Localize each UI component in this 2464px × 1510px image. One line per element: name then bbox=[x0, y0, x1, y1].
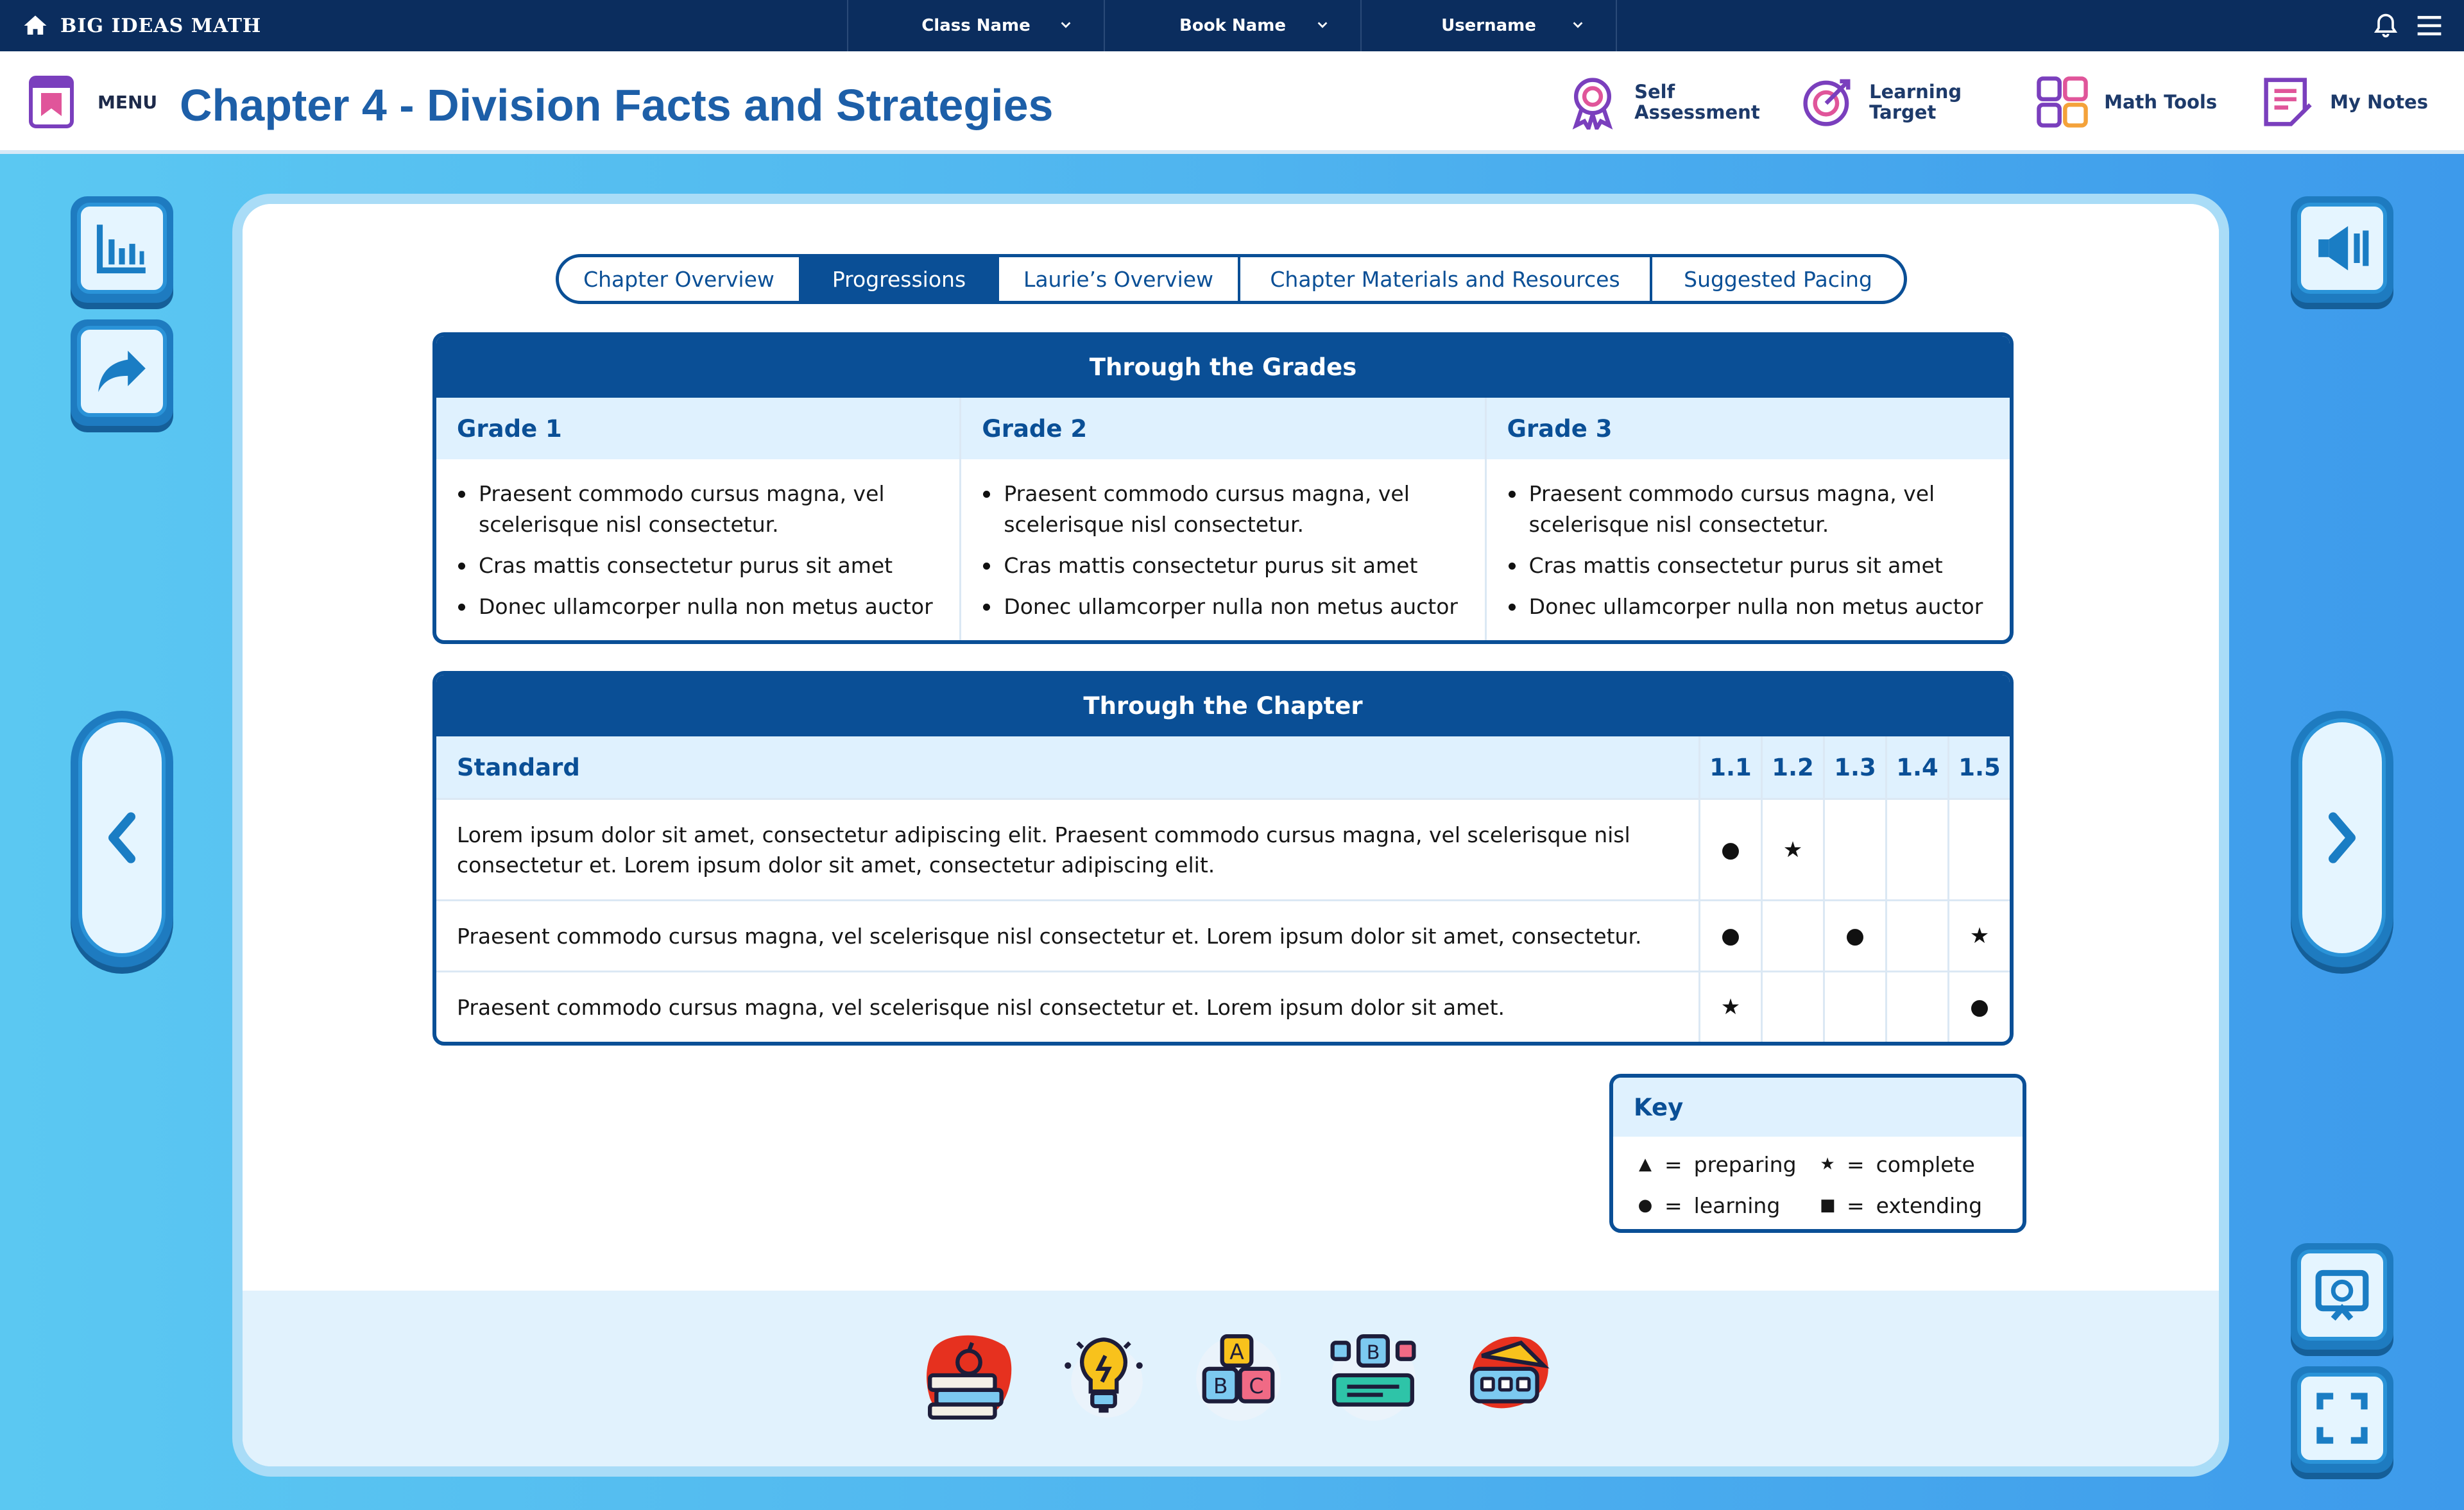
section-header: 1.3 bbox=[1823, 736, 1885, 798]
svg-text:B: B bbox=[1213, 1373, 1228, 1398]
menu-label: MENU bbox=[98, 91, 158, 113]
grade-heading: Grade 3 bbox=[1487, 398, 2010, 459]
list-item: Donec ullamcorper nulla non metus auctor bbox=[458, 591, 940, 622]
key-equals: = bbox=[1664, 1151, 1682, 1177]
progress-mark bbox=[1885, 901, 1947, 971]
presentation-button[interactable] bbox=[2291, 1243, 2393, 1350]
apps-icon bbox=[2035, 74, 2090, 130]
progress-mark bbox=[1823, 800, 1885, 899]
my-notes-label: My Notes bbox=[2330, 91, 2428, 113]
table-row bbox=[436, 798, 2010, 899]
books-apple-icon[interactable] bbox=[920, 1327, 1018, 1424]
page-title: Chapter 4 - Division Facts and Strategies bbox=[180, 80, 1054, 130]
grade-heading: Grade 2 bbox=[961, 398, 1484, 459]
through-the-chapter-table bbox=[432, 671, 2014, 1046]
class-name-dropdown[interactable] bbox=[847, 0, 1104, 51]
resource-icons bbox=[920, 1327, 1557, 1424]
list-item: Donec ullamcorper nulla non metus auctor bbox=[983, 591, 1465, 622]
share-button[interactable] bbox=[71, 319, 173, 426]
vocabulary-icon[interactable] bbox=[1324, 1327, 1422, 1424]
learning-target-button[interactable] bbox=[1800, 74, 1991, 130]
share-arrow-icon bbox=[92, 342, 151, 401]
progress-mark bbox=[1885, 972, 1947, 1042]
book-name-dropdown[interactable] bbox=[1104, 0, 1360, 51]
standard-header: Standard bbox=[457, 753, 580, 781]
table-row bbox=[436, 971, 2010, 1042]
previous-page-button[interactable] bbox=[71, 711, 173, 967]
fullscreen-icon bbox=[2313, 1389, 2372, 1448]
chapter-table-title: Through the Chapter bbox=[436, 675, 2010, 736]
grade-column bbox=[436, 398, 961, 640]
key-item-complete bbox=[1820, 1148, 2002, 1180]
tab-progressions[interactable]: Progressions bbox=[801, 257, 999, 301]
table-header-row bbox=[436, 736, 2010, 798]
list-item: Cras mattis consectetur purus sit amet bbox=[983, 550, 1465, 581]
svg-text:A: A bbox=[1229, 1339, 1244, 1364]
standard-text: Praesent commodo cursus magna, vel scelerisque nisl consectetur et. Lorem ipsum dolor sit amet, consectetur. bbox=[457, 923, 1642, 949]
circle-icon: ● bbox=[1638, 1196, 1653, 1215]
section-header: 1.2 bbox=[1761, 736, 1823, 798]
math-tools-button[interactable] bbox=[2035, 74, 2217, 130]
progress-mark bbox=[1947, 800, 2010, 899]
list-item: Cras mattis consectetur purus sit amet bbox=[458, 550, 940, 581]
key-item-preparing bbox=[1638, 1148, 1820, 1180]
table-row bbox=[436, 899, 2010, 971]
content-panel bbox=[232, 194, 2229, 1477]
chevron-right-icon bbox=[2324, 811, 2360, 865]
header-tools bbox=[1565, 74, 2428, 130]
abc-blocks-icon[interactable] bbox=[1190, 1327, 1287, 1424]
top-bar bbox=[0, 0, 2464, 51]
tab-chapter-materials[interactable]: Chapter Materials and Resources bbox=[1240, 257, 1652, 301]
book-name-label: Book Name bbox=[1179, 16, 1286, 35]
key-item-learning bbox=[1638, 1189, 1820, 1221]
content-area bbox=[243, 204, 2219, 1291]
math-tools-label: Math Tools bbox=[2104, 91, 2218, 113]
list-item: Cras mattis consectetur purus sit amet bbox=[1509, 550, 1990, 581]
progress-mark: ● bbox=[1698, 901, 1761, 971]
menu-button[interactable] bbox=[28, 74, 157, 130]
self-assessment-label: Self Assessment bbox=[1634, 81, 1760, 123]
tab-chapter-overview[interactable]: Chapter Overview bbox=[559, 257, 801, 301]
key-equals: = bbox=[1847, 1192, 1865, 1218]
section-header: 1.5 bbox=[1947, 736, 2010, 798]
triangle-icon: ▲ bbox=[1639, 1155, 1652, 1174]
through-the-grades-table bbox=[432, 332, 2014, 644]
grade-column bbox=[961, 398, 1486, 640]
presentation-icon bbox=[2313, 1266, 2372, 1325]
svg-text:B: B bbox=[1366, 1341, 1380, 1364]
key-label: preparing bbox=[1693, 1151, 1797, 1177]
target-icon bbox=[1800, 74, 1855, 130]
home-icon bbox=[22, 12, 49, 39]
star-icon: ★ bbox=[1820, 1155, 1835, 1174]
chat-bubble-icon[interactable] bbox=[1459, 1327, 1557, 1424]
brand-logo-text: BIG IDEAS MATH bbox=[60, 14, 262, 37]
progress-mark: ★ bbox=[1761, 800, 1823, 899]
bell-icon[interactable] bbox=[2372, 12, 2400, 40]
book-bookmark-icon bbox=[28, 74, 74, 130]
next-page-button[interactable] bbox=[2291, 711, 2393, 967]
notes-icon bbox=[2261, 74, 2316, 130]
section-header: 1.4 bbox=[1885, 736, 1947, 798]
svg-text:C: C bbox=[1249, 1373, 1264, 1398]
progress-mark bbox=[1885, 800, 1947, 899]
fullscreen-button[interactable] bbox=[2291, 1366, 2393, 1473]
legend-key bbox=[1609, 1074, 2026, 1233]
tab-bar bbox=[556, 254, 1907, 304]
progress-mark: ★ bbox=[1947, 901, 2010, 971]
chevron-left-icon bbox=[104, 811, 140, 865]
tab-suggested-pacing[interactable]: Suggested Pacing bbox=[1684, 266, 1872, 292]
progress-mark: ● bbox=[1823, 901, 1885, 971]
progress-mark bbox=[1761, 972, 1823, 1042]
username-dropdown[interactable] bbox=[1360, 0, 1617, 51]
learning-target-label: Learning Target bbox=[1869, 81, 1962, 123]
chevron-down-icon bbox=[1315, 18, 1330, 32]
self-assessment-button[interactable] bbox=[1565, 74, 1760, 130]
square-icon: ■ bbox=[1820, 1196, 1836, 1215]
grades-table-title: Through the Grades bbox=[436, 336, 2010, 398]
key-equals: = bbox=[1664, 1192, 1682, 1218]
section-header: 1.1 bbox=[1698, 736, 1761, 798]
standard-text: Lorem ipsum dolor sit amet, consectetur adipiscing elit. Praesent commodo cursus magna, vel scelerisque nisl consectetur et. Lorem ipsum dolor sit amet, consectetur adipiscing elit. bbox=[457, 822, 1630, 878]
header-bar bbox=[0, 51, 2464, 154]
tab-lauries-overview[interactable]: Laurie’s Overview bbox=[999, 257, 1240, 301]
progress-mark: ★ bbox=[1698, 972, 1761, 1042]
key-label: learning bbox=[1693, 1192, 1781, 1218]
class-name-label: Class Name bbox=[921, 16, 1031, 35]
audio-button[interactable] bbox=[2291, 196, 2393, 303]
progress-mark: ● bbox=[1947, 972, 2010, 1042]
list-item: Praesent commodo cursus magna, vel scelerisque nisl consectetur. bbox=[983, 479, 1465, 540]
award-icon bbox=[1565, 74, 1620, 130]
bar-chart-icon bbox=[92, 219, 151, 278]
speaker-icon bbox=[2313, 219, 2372, 278]
standard-text: Praesent commodo cursus magna, vel scelerisque nisl consectetur et. Lorem ipsum dolor sit amet. bbox=[457, 994, 1505, 1020]
username-label: Username bbox=[1441, 16, 1536, 35]
lightbulb-icon[interactable] bbox=[1055, 1327, 1152, 1424]
list-item: Donec ullamcorper nulla non metus auctor bbox=[1509, 591, 1990, 622]
chevron-down-icon bbox=[1059, 18, 1073, 32]
my-notes-button[interactable] bbox=[2261, 74, 2428, 130]
grade-column bbox=[1487, 398, 2010, 640]
list-item: Praesent commodo cursus magna, vel scelerisque nisl consectetur. bbox=[458, 479, 940, 540]
progress-mark: ● bbox=[1698, 800, 1761, 899]
key-label: extending bbox=[1876, 1192, 1983, 1218]
progress-mark bbox=[1823, 972, 1885, 1042]
key-equals: = bbox=[1847, 1151, 1865, 1177]
progress-mark bbox=[1761, 901, 1823, 971]
hamburger-menu-icon[interactable] bbox=[2415, 13, 2443, 38]
key-label: complete bbox=[1876, 1151, 1975, 1177]
brand-home[interactable] bbox=[22, 0, 261, 51]
reports-button[interactable] bbox=[71, 196, 173, 303]
key-item-extending bbox=[1820, 1189, 2002, 1221]
key-title: Key bbox=[1613, 1078, 2023, 1137]
list-item: Praesent commodo cursus magna, vel scelerisque nisl consectetur. bbox=[1509, 479, 1990, 540]
grade-heading: Grade 1 bbox=[436, 398, 959, 459]
chevron-down-icon bbox=[1571, 18, 1585, 32]
